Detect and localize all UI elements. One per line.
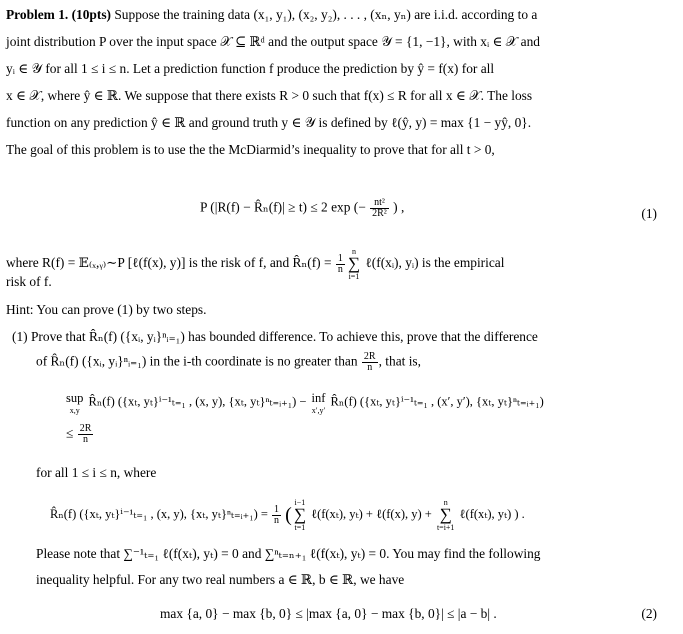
def-sum-2 (437, 498, 454, 532)
def-sum-1 (294, 498, 306, 532)
equation-2: max {a, 0} − max {b, 0} ≤ |max {a, 0} − max {b, 0}| ≤ |a − b| . (160, 606, 497, 621)
problem-line-6: The goal of this problem is to use the the McDiarmid’s inequality to prove that for all t > 0, (6, 142, 495, 157)
problem-line-1 (6, 7, 537, 23)
inf-label: inf (311, 391, 326, 405)
sup-inequality (64, 390, 544, 415)
equation-1-number: (1) (641, 206, 657, 221)
where-sum-bottom: i=1 (348, 272, 360, 281)
eq1-lhs: P (|R(f) − R̂ₙ(f)| ≥ t) ≤ 2 exp (− (200, 199, 366, 215)
def-open-paren: ( (285, 504, 292, 526)
eq1-fraction (370, 198, 389, 219)
def-lhs: R̂ₙ(f) ({xₜ, yₜ}ⁱ⁻¹ₜ₌₁ , (x, y), {xₜ, yₜ}ⁿₜ₌ᵢ₊₁) = (50, 506, 268, 521)
def-sum1-bottom: t=1 (294, 523, 306, 532)
sup-bound-le: ≤ (66, 425, 74, 441)
step1-fraction (362, 352, 378, 373)
sum-symbol: ∑ (439, 505, 452, 524)
sup-bound-num: 2R (79, 423, 92, 434)
problem-heading: Problem 1. (10pts) (6, 7, 112, 22)
eq1-close: ) , (393, 199, 405, 215)
step1-line-2 (36, 352, 421, 373)
hint-line: Hint: You can prove (1) by two steps. (6, 302, 207, 317)
note-line-2: inequality helpful. For any two real numbers a ∈ ℝ, b ∈ ℝ, we have (36, 572, 405, 587)
where-frac-num: 1 (337, 252, 343, 264)
def-sum2-top: n (443, 498, 448, 507)
where-line-2: risk of f. (6, 274, 52, 289)
step1-line-1: (1) Prove that R̂ₙ(f) ({xᵢ, yᵢ}ⁿᵢ₌₁) has bounded difference. To achieve this, prove that the difference (12, 329, 538, 344)
where-text-2: ℓ(f(xᵢ), yᵢ) is the empirical (365, 255, 505, 271)
problem-line-2: joint distribution P over the input space 𝒳 ⊆ ℝᵈ and the output space 𝒴 = {1, −1}, with xᵢ ∈ 𝒳 and (6, 34, 540, 49)
step1-text-b: , that is, (378, 353, 421, 369)
sup-left-term: R̂ₙ(f) ({xₜ, yₜ}ⁱ⁻¹ₜ₌₁ , (x, y), {xₜ, yₜ}ⁿₜ₌ᵢ₊₁) − (88, 394, 307, 409)
step1-frac-num: 2R (363, 351, 376, 362)
def-sum2-bottom: t=i+1 (436, 523, 455, 532)
sup-bound-den: n (83, 434, 89, 445)
equation-1 (200, 198, 404, 219)
definition-equation (50, 498, 525, 532)
where-sum-top: n (351, 247, 356, 256)
def-sum1-top: i−1 (294, 498, 306, 507)
forall-line: for all 1 ≤ i ≤ n, where (36, 465, 157, 480)
eq1-denominator: 2R² (372, 208, 387, 219)
step1-frac-den: n (367, 362, 373, 373)
inf-subscript: x′,y′ (311, 406, 326, 415)
def-end: ℓ(f(xₜ), yₜ) ) . (459, 506, 525, 521)
where-frac-den: n (337, 263, 343, 275)
step1-text-a: of R̂ₙ(f) ({xᵢ, yᵢ}ⁿᵢ₌₁) in the i-th coordinate is no greater than (36, 353, 358, 369)
def-middle: ℓ(f(xₜ), yₜ) + ℓ(f(x), y) + (311, 506, 432, 521)
where-sum (348, 247, 360, 281)
sum-symbol: ∑ (347, 254, 361, 273)
def-fraction (272, 505, 281, 526)
sup-label: sup (66, 391, 84, 405)
note-line-1: Please note that ∑⁻¹ₜ₌₁ ℓ(f(xₜ), yₜ) = 0 and ∑ⁿₜ₌ₙ₊₁ ℓ(f(xₜ), yₜ) = 0. You may find the following (36, 546, 541, 561)
where-line-1 (6, 247, 504, 281)
eq1-numerator: nt² (370, 198, 389, 209)
problem-line-4: x ∈ 𝒳, where ŷ ∈ ℝ. We suppose that there exists R > 0 such that f(x) ≤ R for all x ∈ 𝒳. The loss (6, 88, 533, 103)
where-fraction (336, 254, 345, 275)
problem-line-3: yᵢ ∈ 𝒴 for all 1 ≤ i ≤ n. Let a prediction function f produce the prediction by ŷ = f(x) for all (6, 61, 495, 76)
where-text-1: where R(f) = 𝔼₍ₓ,ᵧ₎∼P [ℓ(f(x), y)] is the risk of f, and R̂ₙ(f) = (6, 255, 332, 271)
sum-symbol: ∑ (293, 505, 306, 524)
problem-line-1-text: Suppose the training data (x₁, y₁), (x₂, y₂), . . . , (xₙ, yₙ) are i.i.d. according to a (111, 7, 538, 22)
problem-line-5: function on any prediction ŷ ∈ ℝ and ground truth y ∈ 𝒴 is defined by ℓ(ŷ, y) = max {1 − yŷ, 0}. (6, 115, 532, 130)
def-frac-num: 1 (274, 503, 280, 515)
equation-2-number: (2) (641, 606, 657, 621)
sup-subscript: x,y (69, 406, 80, 415)
sup-operator (66, 390, 83, 415)
inf-operator (312, 390, 326, 415)
sup-right-term: R̂ₙ(f) ({xₜ, yₜ}ⁱ⁻¹ₜ₌₁ , (x′, y′), {xₜ, yₜ}ⁿₜ₌ᵢ₊₁) (330, 394, 544, 409)
sup-bound-fraction (78, 424, 94, 445)
sup-bound (66, 424, 94, 445)
def-frac-den: n (274, 514, 280, 526)
